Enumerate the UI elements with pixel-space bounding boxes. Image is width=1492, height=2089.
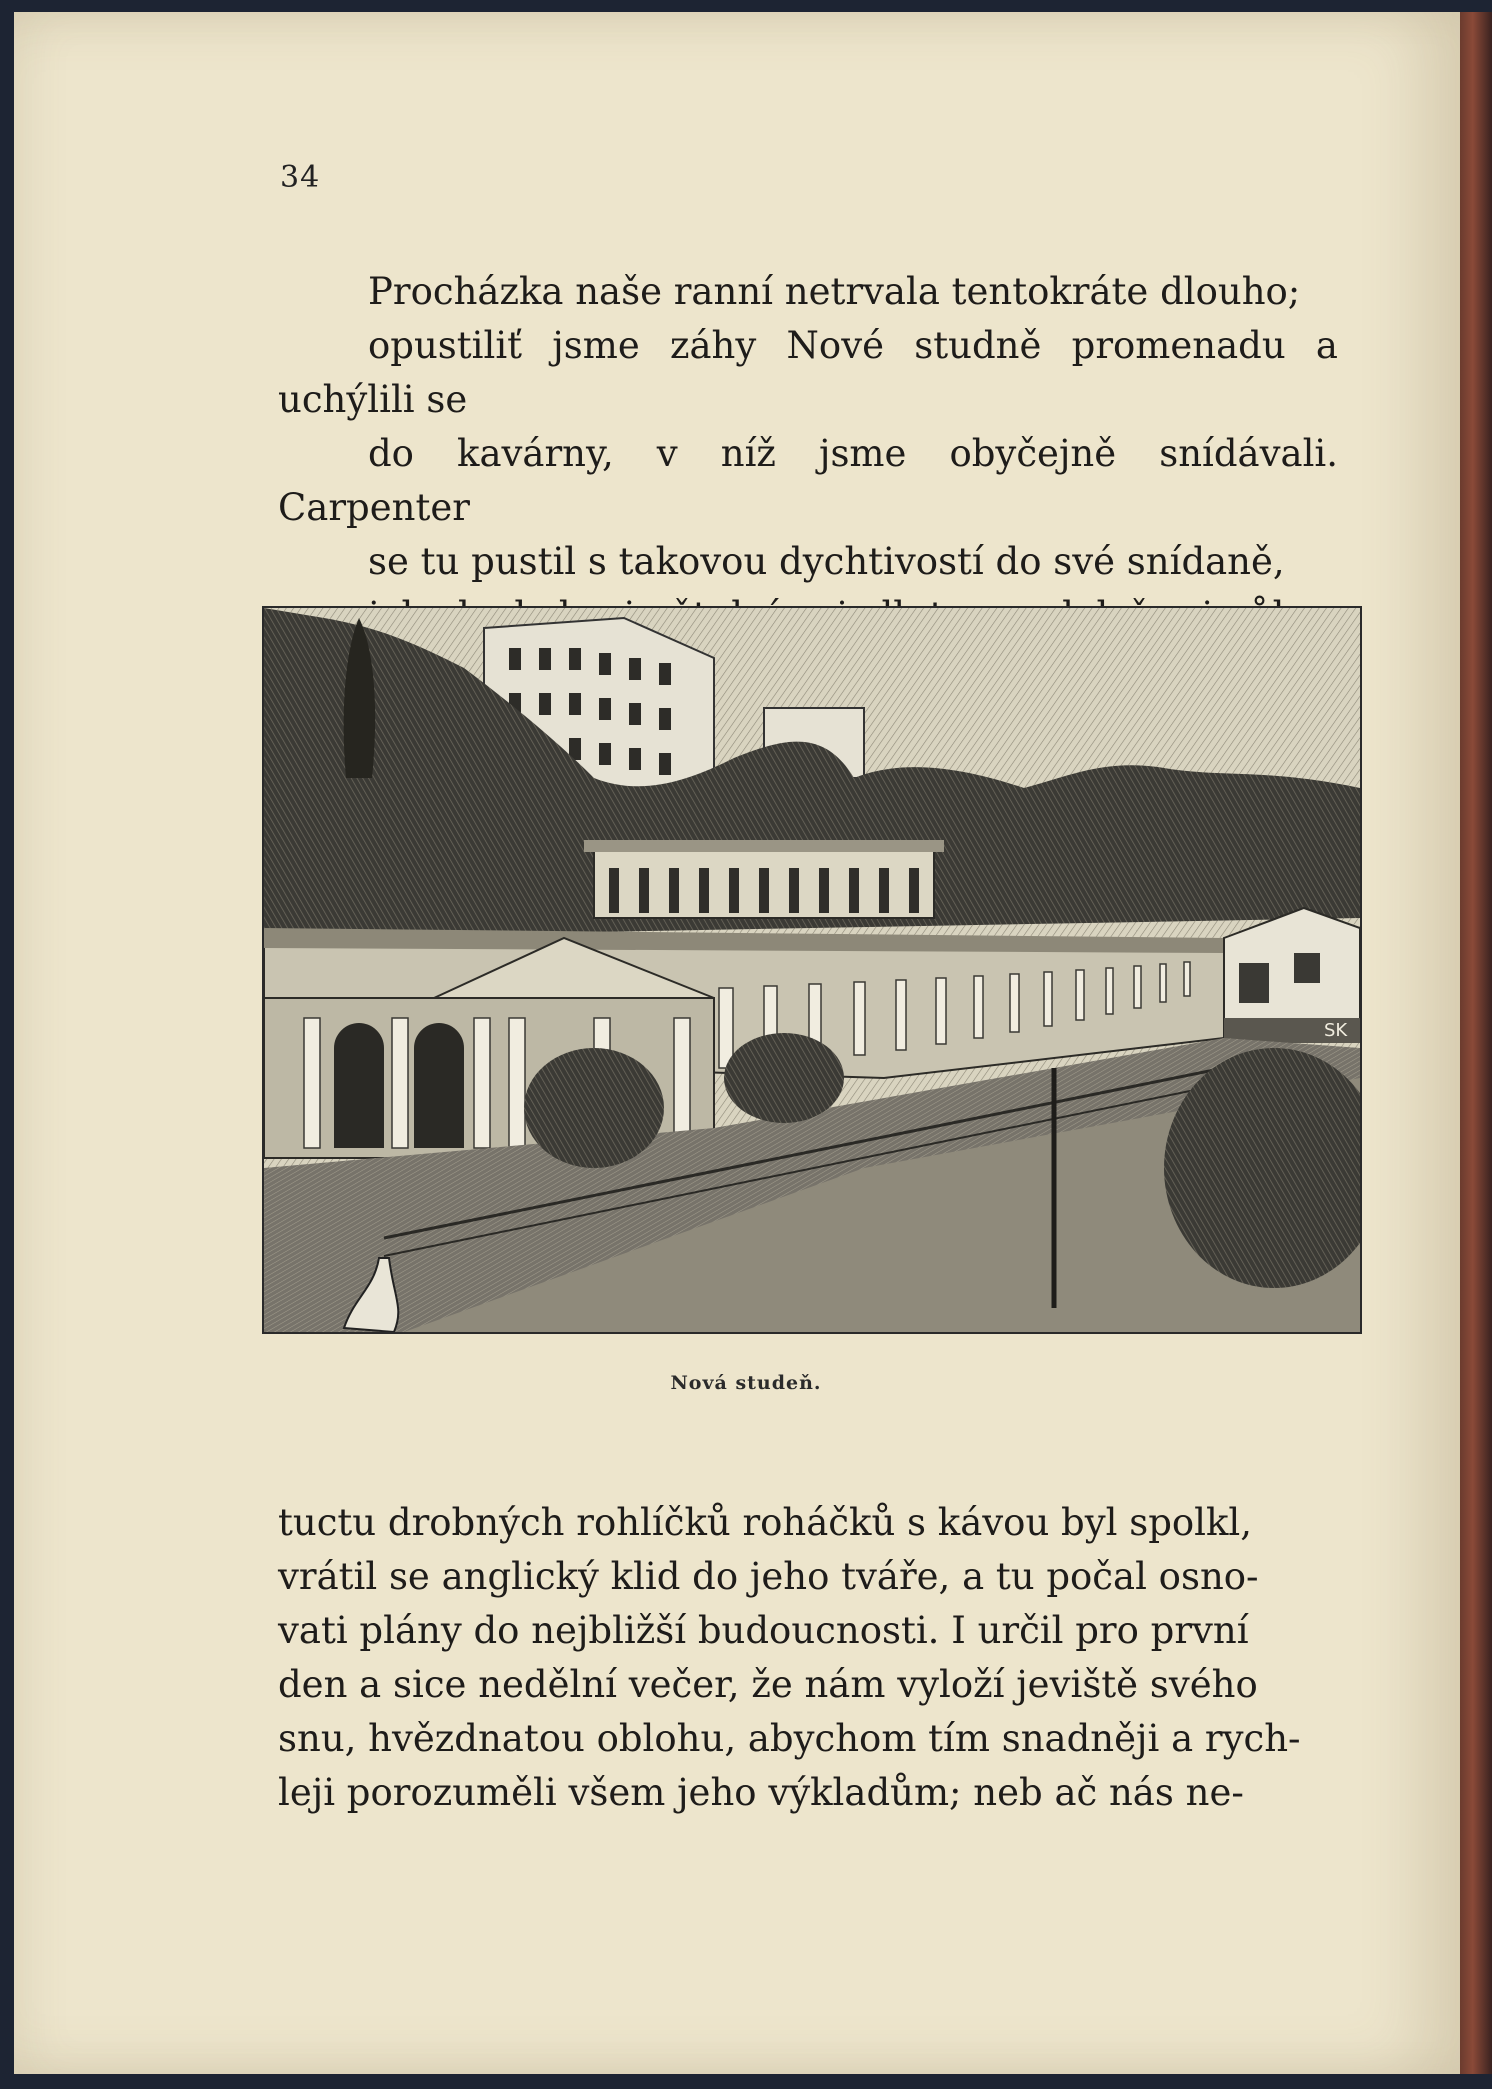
paragraph-bottom	[278, 1496, 1338, 1820]
engraving-nova-studen	[262, 606, 1362, 1334]
text-line: vrátil se anglický klid do jeho tváře, a tu počal osno-	[278, 1555, 1259, 1598]
text-line: vati plány do nejbližší budoucnosti. I určil pro první	[278, 1609, 1249, 1652]
shop-sign-text: SK	[1324, 1020, 1348, 1041]
foreground-tree	[524, 1048, 664, 1168]
page-number: 34	[280, 160, 321, 195]
text-line: se tu pustil s takovou dychtivostí do své snídaně,	[368, 540, 1285, 583]
text-line: do kavárny, v níž jsme obyčejně snídávali. Carpenter	[278, 432, 1338, 529]
colonnade-upper-pavilion	[584, 840, 944, 918]
text-line: tuctu drobných rohlíčků roháčků s kávou byl spolkl,	[278, 1501, 1253, 1544]
text-line: snu, hvězdnatou oblohu, abychom tím snadněji a rych-	[278, 1717, 1301, 1760]
foreground-tree	[724, 1033, 844, 1123]
figure-caption: Nová studeň.	[670, 1372, 822, 1394]
book-gutter	[1460, 12, 1492, 2074]
colonnade-illustration	[264, 608, 1360, 1332]
text-line: opustiliť jsme záhy Nové studně promenadu a uchýlili se	[278, 324, 1338, 421]
text-line: Procházka naše ranní netrvala tentokráte dlouho;	[368, 270, 1301, 313]
text-line: leji porozuměli všem jeho výkladům; neb ač nás ne-	[278, 1771, 1244, 1814]
paragraph-top	[278, 265, 1338, 643]
text-line: den a sice nedělní večer, že nám vyloží jeviště svého	[278, 1663, 1258, 1706]
